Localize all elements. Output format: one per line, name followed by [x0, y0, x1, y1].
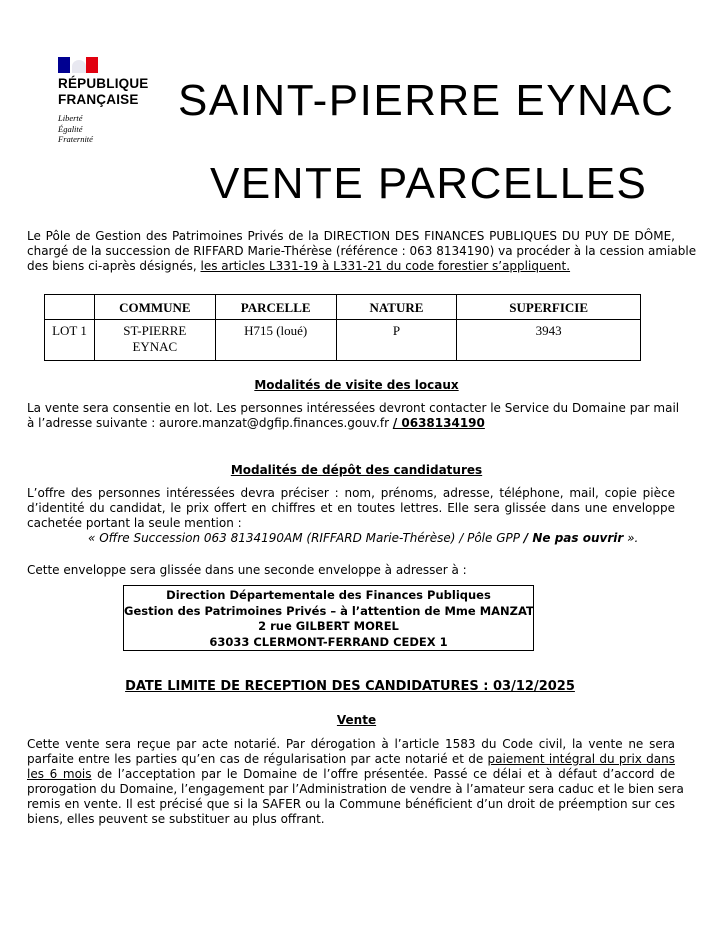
second-envelope-text: Cette enveloppe sera glissée dans une seconde enveloppe à adresser à :	[27, 563, 467, 577]
sale-heading: Vente	[336, 713, 377, 727]
french-flag-icon	[58, 57, 98, 73]
visit-heading: Modalités de visite des locaux	[254, 378, 459, 392]
table-row	[45, 320, 641, 361]
deposit-heading: Modalités de dépôt des candidatures	[230, 463, 483, 477]
envelope-mention: « Offre Succession 063 8134190AM (RIFFARD Marie-Thérèse) / Pôle GPP / Ne pas ouvrir ».	[88, 531, 639, 545]
republique-francaise-logo-text: RÉPUBLIQUE FRANÇAISE	[58, 76, 149, 107]
table-header-parcelle: PARCELLE	[215, 295, 336, 320]
cell-lot: LOT 1	[45, 320, 95, 361]
page-title-line2: VENTE PARCELLES	[210, 159, 648, 208]
deadline-heading: DATE LIMITE DE RECEPTION DES CANDIDATURES : 03/12/2025	[125, 679, 575, 694]
visit-paragraph: La vente sera consentie en lot. Les personnes intéressées devront contacter le Service du Domaine par mail à l’adresse suivante : aurore.manzat@dgfip.finances.gouv.fr / 0638134190	[27, 401, 680, 430]
cell-superficie: 3943	[457, 320, 641, 361]
page-title-line1: SAINT-PIERRE EYNAC	[178, 76, 675, 125]
table-header-row	[45, 295, 641, 320]
parcels-table	[44, 294, 641, 361]
address-box: Direction Départementale des Finances Publiques Gestion des Patrimoines Privés – à l’attention de Mme MANZAT 2 rue GILBERT MOREL 63033 CLERMONT-FERRAND CEDEX 1	[123, 585, 534, 651]
sale-paragraph: Cette vente sera reçue par acte notarié. Par dérogation à l’article 1583 du Code civil, la vente ne sera parfaite entre les parties qu’en cas de régularisation par acte notarié et de paiement intégral du prix dans les 6 mois de l’acceptation par le Domaine de l’offre présentée. Passé ce délai et à défaut d’accord de prorogation du Domaine, l’engagement par l’Administration de vendre à l’amateur sera caduc et le bien sera remis en vente. Il est précisé que si la SAFER ou la Commune bénéficient d’un droit de préemption sur ces biens, elles peuvent se substituer au plus offrant.	[27, 737, 684, 826]
table-header-commune: COMMUNE	[94, 295, 215, 320]
table-header-lot	[45, 295, 95, 320]
table-header-superficie: SUPERFICIE	[457, 295, 641, 320]
intro-paragraph: Le Pôle de Gestion des Patrimoines Privés de la DIRECTION DES FINANCES PUBLIQUES DU PUY DE DÔME, chargé de la succession de RIFFARD Marie-Thérèse (référence : 063 8134190) va procéder à la cession amiable des biens ci-après désignés, les articles L331-19 à L331-21 du code forestier s’appliquent.	[27, 229, 697, 273]
table-header-nature: NATURE	[336, 295, 457, 320]
republic-motto: Liberté Égalité Fraternité	[58, 113, 93, 144]
cell-nature: P	[336, 320, 457, 361]
cell-parcelle: H715 (loué)	[215, 320, 336, 361]
contact-phone[interactable]: / 0638134190	[392, 416, 485, 430]
deposit-paragraph: L’offre des personnes intéressées devra préciser : nom, prénoms, adresse, téléphone, mail, copie pièce d’identité du candidat, le prix offert en chiffres et en toutes lettres. Elle sera glissée dans une enveloppe cachetée portant la seule mention :	[27, 486, 675, 530]
cell-commune: ST-PIERRE EYNAC	[94, 320, 215, 361]
forest-code-link[interactable]: les articles L331-19 à L331-21 du code forestier s’appliquent.	[200, 259, 571, 273]
